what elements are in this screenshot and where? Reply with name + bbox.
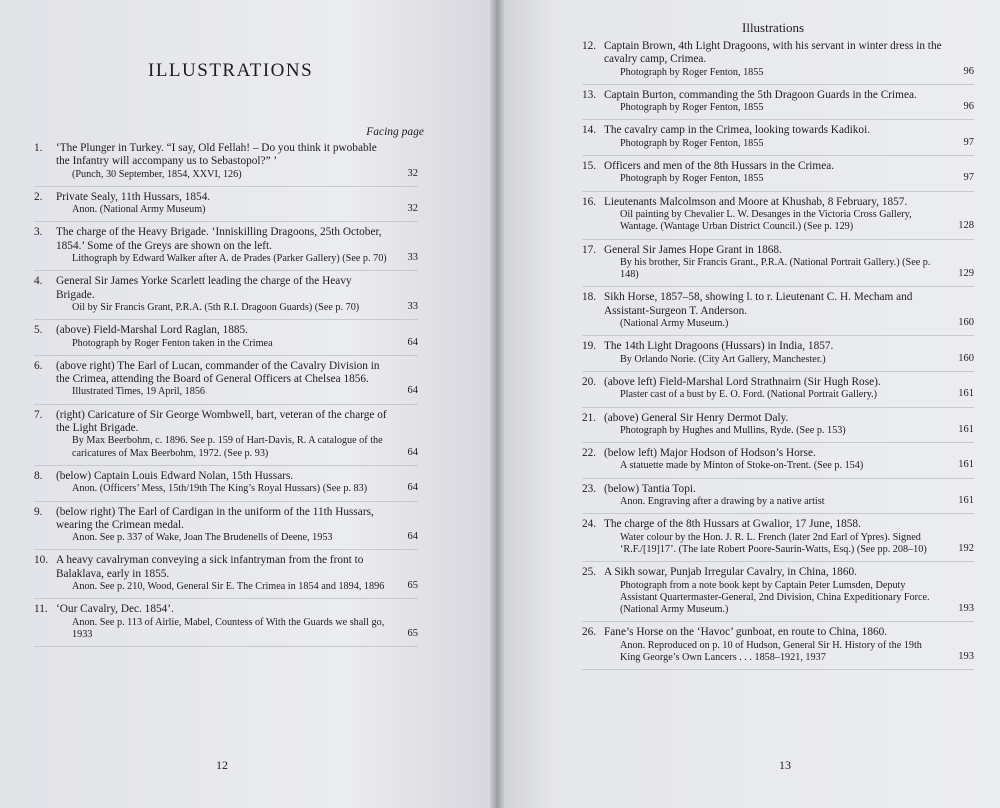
entry-credit: Anon. (Officers’ Mess, 15th/19th The King’s Royal Hussars) (See p. 83) [72,483,368,495]
entry-caption: Lieutenants Malcolmson and Moore at Khushab, 8 February, 1857. [604,195,908,208]
entry-page-number: 65 [407,580,418,592]
entry-number: 11. [34,603,48,616]
entry-credit: Anon. Reproduced on p. 10 of Hudson, General Sir H. History of the 19th King George’s Own Lancers . . . 1858–1921, 1937 [620,639,922,663]
entry-page-number: 97 [963,172,974,184]
list-item [582,196,974,240]
entry-number: 14. [582,124,597,137]
entry-page-number: 64 [407,482,418,494]
entry-credit: Photograph by Roger Fenton, 1855 [620,173,764,185]
list-item [582,291,974,336]
list-item [34,226,418,271]
entry-number: 10. [34,554,49,567]
entry-page-number: 33 [407,300,418,312]
entry-page-number: 160 [958,352,974,364]
entry-page-number: 160 [958,317,974,329]
entry-page-number: 128 [958,220,974,232]
list-item [582,160,974,192]
entry-caption: Private Sealy, 11th Hussars, 1854. [56,190,211,203]
entry-number: 7. [34,408,43,421]
entry-number: 13. [582,88,597,101]
list-item [582,40,974,85]
entry-credit: Oil by Sir Francis Grant, P.R.A. (5th R.I. Dragoon Guards) (See p. 70) [72,301,360,313]
entry-number: 6. [34,359,43,372]
entry-credit: Illustrated Times, 19 April, 1856 [72,386,206,398]
entry-page-number: 193 [958,650,974,662]
entry-page-number: 161 [958,459,974,471]
left-page [0,0,496,808]
entry-number: 19. [582,340,597,353]
entry-credit: A statuette made by Minton of Stoke-on-Trent. (See p. 154) [620,460,864,472]
list-item [34,324,418,356]
entry-number: 21. [582,411,597,424]
list-item [582,340,974,372]
list-item [582,376,974,408]
entry-page-number: 193 [958,603,974,615]
list-item [34,191,418,223]
list-item [34,360,418,405]
entry-caption: A Sikh sowar, Punjab Irregular Cavalry, in China, 1860. [604,566,857,579]
entry-credit: Oil painting by Chevalier L. W. Desanges in the Victoria Cross Gallery, Wantage. (Wantage Urban District Council.) (See p. 129) [620,208,912,233]
entry-caption: General Sir James Yorke Scarlett leading the charge of the Heavy Brigade. [56,275,352,301]
list-item [582,447,974,479]
entry-caption: General Sir James Hope Grant in 1868. [604,243,782,256]
entry-number: 16. [582,195,597,208]
entry-number: 23. [582,482,597,495]
entry-page-number: 96 [963,101,974,113]
list-item [582,566,974,622]
entry-number: 15. [582,160,597,173]
facing-page-header: Facing page [366,126,424,138]
page-number-right: 13 [779,758,791,772]
entry-credit: Anon. See p. 210, Wood, General Sir E. The Crimea in 1854 and 1894, 1896 [72,581,385,593]
entry-caption: The 14th Light Dragoons (Hussars) in India, 1857. [604,340,834,353]
entry-number: 18. [582,291,597,304]
entry-page-number: 32 [407,167,418,179]
list-item [34,554,418,599]
entry-credit: Photograph by Roger Fenton, 1855 [620,137,764,149]
entry-number: 25. [582,566,597,579]
entry-caption: Sikh Horse, 1857–58, showing l. to r. Lieutenant C. H. Mecham and Assistant-Surgeon T. Anderson. [604,291,913,317]
entry-number: 9. [34,505,43,518]
entry-caption: ‘The Plunger in Turkey. “I say, Old Fellah! – Do you think it pwobable the Infantry will accompany us to Sebastopol?” ’ [56,142,377,168]
entry-caption: The charge of the Heavy Brigade. ‘Inniskilling Dragoons, 25th October, 1854.’ Some of the Greys are shown on the left. [56,226,382,252]
list-item [582,124,974,156]
entry-caption: The charge of the 8th Hussars at Gwalior, 17 June, 1858. [604,518,861,531]
entry-credit: Lithograph by Edward Walker after A. de Prades (Parker Gallery) (See p. 70) [72,253,387,265]
entry-page-number: 96 [963,65,974,77]
list-item [582,626,974,670]
entry-credit: By Max Beerbohm, c. 1896. See p. 159 of Hart-Davis, R. A catalogue of the caricatures of Max Beerbohm, 1972. (See p. 93) [72,435,383,459]
entry-caption: Captain Burton, commanding the 5th Dragoon Guards in the Crimea. [604,88,917,101]
entry-credit: Photograph by Roger Fenton, 1855 [620,66,764,78]
entry-page-number: 64 [407,531,418,543]
illustration-list-right [582,40,974,674]
entry-number: 20. [582,375,597,388]
entry-number: 22. [582,447,597,460]
entry-caption: ‘Our Cavalry, Dec. 1854’. [56,603,174,616]
entry-number: 4. [34,275,43,288]
entry-credit: Plaster cast of a bust by E. O. Ford. (National Portrait Gallery.) [620,389,878,401]
entry-credit: Anon. See p. 337 of Wake, Joan The Brudenells of Deene, 1953 [72,532,333,544]
entry-page-number: 32 [407,203,418,215]
page-title: ILLUSTRATIONS [148,60,314,81]
entry-page-number: 192 [958,542,974,554]
entry-caption: (below) Tantia Topi. [604,482,696,495]
entry-number: 24. [582,518,597,531]
entry-credit: (Punch, 30 September, 1854, XXVI, 126) [72,168,242,180]
list-item [34,409,418,466]
entry-number: 17. [582,243,597,256]
entry-caption: (below right) The Earl of Cardigan in the uniform of the 11th Hussars, wearing the Crimean medal. [56,505,374,531]
entry-credit: By his brother, Sir Francis Grant., P.R.A. (National Portrait Gallery.) (See p. 148) [620,256,931,281]
entry-caption: (above left) Field-Marshal Lord Strathnairn (Sir Hugh Rose). [604,375,881,388]
entry-number: 2. [34,190,43,203]
entry-caption: (right) Caricature of Sir George Wombwell, bart, veteran of the charge of the Light Brigade. [56,408,387,435]
entry-caption: (above) Field-Marshal Lord Raglan, 1885. [56,324,248,337]
list-item [34,142,418,187]
entry-credit: By Orlando Norie. (City Art Gallery, Manchester.) [620,353,826,365]
entry-number: 1. [34,142,43,154]
book-spine [490,0,504,808]
entry-page-number: 64 [407,336,418,348]
list-item [582,412,974,444]
entry-number: 12. [582,40,597,52]
entry-caption: (below left) Major Hodson of Hodson’s Horse. [604,447,816,460]
list-item [34,603,418,647]
list-item [34,506,418,551]
entry-caption: Fane’s Horse on the ‘Havoc’ gunboat, en route to China, 1860. [604,626,888,639]
entry-caption: Captain Brown, 4th Light Dragoons, with his servant in winter dress in the cavalry camp, Crimea. [604,40,942,66]
entry-page-number: 161 [958,388,974,400]
entry-caption: (above) General Sir Henry Dermot Daly. [604,411,789,424]
entry-caption: (below) Captain Louis Edward Nolan, 15th Hussars. [56,469,294,482]
entry-credit: Water colour by the Hon. J. R. L. French (later 2nd Earl of Ypres). Signed ‘R.F./[19]17’. (The late Robert Poore-Saurin-Watts, Esq.) (See pp. 208–10) [620,531,927,555]
entry-credit: Anon. (National Army Museum) [72,204,206,216]
entry-caption: A heavy cavalryman conveying a sick infantryman from the front to Balaklava, early in 1855. [56,554,364,580]
entry-page-number: 33 [407,252,418,264]
list-item [582,244,974,288]
entry-page-number: 97 [963,136,974,148]
entry-number: 3. [34,226,43,239]
list-item [582,518,974,562]
entry-number: 8. [34,469,43,482]
list-item [582,483,974,515]
running-head: Illustrations [742,20,805,35]
entry-number: 26. [582,626,597,639]
entry-credit: Anon. See p. 113 of Airlie, Mabel, Countess of With the Guards we shall go, 1933 [72,616,385,640]
entry-caption: Officers and men of the 8th Hussars in the Crimea. [604,160,835,173]
entry-number: 5. [34,324,43,337]
entry-caption: The cavalry camp in the Crimea, looking towards Kadikoi. [604,124,871,137]
entry-page-number: 129 [958,268,974,280]
entry-page-number: 161 [958,495,974,507]
entry-credit: Anon. Engraving after a drawing by a native artist [620,496,825,508]
entry-page-number: 65 [407,627,418,639]
entry-credit: Photograph by Roger Fenton, 1855 [620,102,764,114]
list-item [34,470,418,502]
list-item [34,275,418,320]
entry-caption: (above right) The Earl of Lucan, commander of the Cavalry Division in the Crimea, attending the Board of General Officers at Chelsea 1856. [56,359,380,386]
entry-page-number: 64 [407,385,418,397]
entry-credit: Photograph by Hughes and Mullins, Ryde. (See p. 153) [620,424,846,436]
entry-credit: Photograph by Roger Fenton taken in the Crimea [72,337,273,349]
illustration-list-left [34,142,418,651]
entry-page-number: 64 [407,446,418,458]
page-number-left: 12 [216,758,228,772]
entry-page-number: 161 [958,423,974,435]
entry-credit: (National Army Museum.) [620,318,729,330]
list-item [582,89,974,121]
entry-credit: Photograph from a note book kept by Captain Peter Lumsden, Deputy Assistant Quartermaster-General, 2nd Division, China Expeditionary Force. (National Army Museum.) [620,579,930,616]
